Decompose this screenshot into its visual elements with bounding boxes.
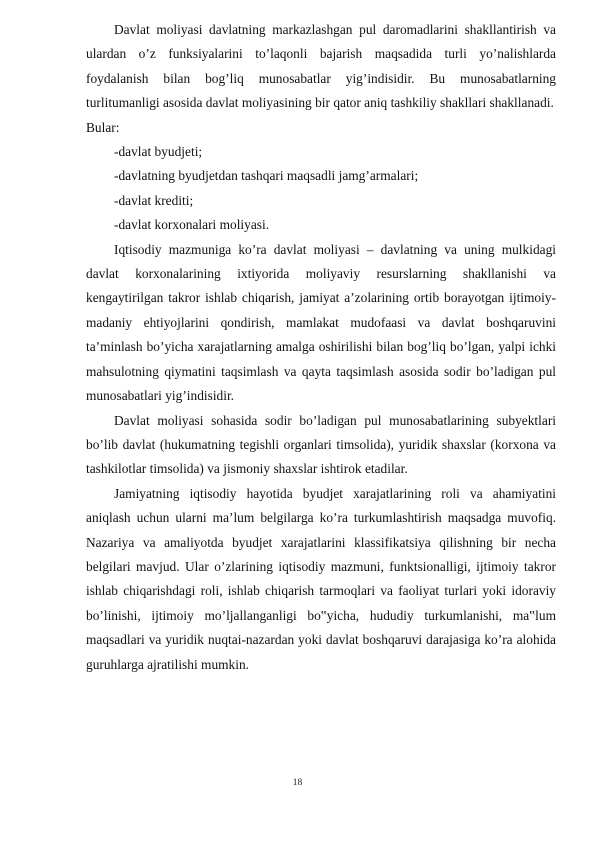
page-body (86, 18, 556, 677)
body-paragraph: Davlat moliyasi sohasida sodir bo’ladigan pul munosabatlarining subyektlari bo’lib davlat (hukumatning tegishli organlari timsolida), yuridik shaxslar (korxona va tashkilotlar timsolida) va jismoniy shaxslar ishtirok etadilar. (86, 412, 556, 477)
intro-paragraph: Davlat moliyasi davlatning markazlashgan pul daromadlarini shakllantirish va ulardan o’z funksiyalarini to’laqonli bajarish maqsadida turli yo’nalishlarda foydalanish bilan bog’liq munosabatlar yig’indisidir. Bu munosabatlarning turlitumanligi asosida davlat moliyasining bir qator aniq tashkiliy shakllari shakllanadi. (86, 22, 556, 111)
list-item: -davlatning byudjetdan tashqari maqsadli jamg’armalari; (114, 168, 419, 184)
list-intro: Bular: (86, 119, 120, 135)
body-paragraph: Iqtisodiy mazmuniga ko’ra davlat moliyasi – davlatning va uning mulkidagi davlat korxonalarining ixtiyorida moliyaviy resurslarning shakllanishi va kengaytirilgan takror ishlab chiqarish, jamiyat a’zolarining ortib borayotgan ijtimoiy-madaniy ehtiyojlarini qondirish, mamlakat mudofaasi va davlat boshqaruvini ta’minlash bo’yicha xarajatlarning amalga oshirilishi bilan bog’liq bo’lgan, yalpi ichki mahsulotning qiymatini taqsimlash va qayta taqsimlash asosida sodir bo’ladigan pul munosabatlari yig’indisidir. (86, 241, 556, 404)
list-item: -davlat byudjeti; (114, 144, 203, 160)
page-number: 18 (292, 778, 303, 788)
body-paragraph: Jamiyatning iqtisodiy hayotida byudjet xarajatlarining roli va ahamiyatini aniqlash uchun ularni ma’lum belgilarga ko’ra turkumlashtirish maqsadga muvofiq. Nazariya va amaliyotda byudjet xarajatlarini klassifikatsiya qilishning bir necha belgilari mavjud. Ular o’zlarining iqtisodiy mazmuni, funktsionalligi, ijtimoiy takror ishlab chiqarishdagi roli, ishlab chiqarish tarmoqlari va faoliyat turlari yoki idoraviy bo’linishi, ijtimoiy mo’ljallanganligi bo‟yicha, hududiy turkumlanishi, ma‟lum maqsadlari va yuridik nuqtai-nazardan yoki davlat boshqaruvi darajasiga ko’ra alohida guruhlarga ajratilishi mumkin. (86, 485, 556, 672)
list-item: -davlat krediti; (114, 192, 194, 208)
list-item: -davlat korxonalari moliyasi. (114, 217, 270, 233)
